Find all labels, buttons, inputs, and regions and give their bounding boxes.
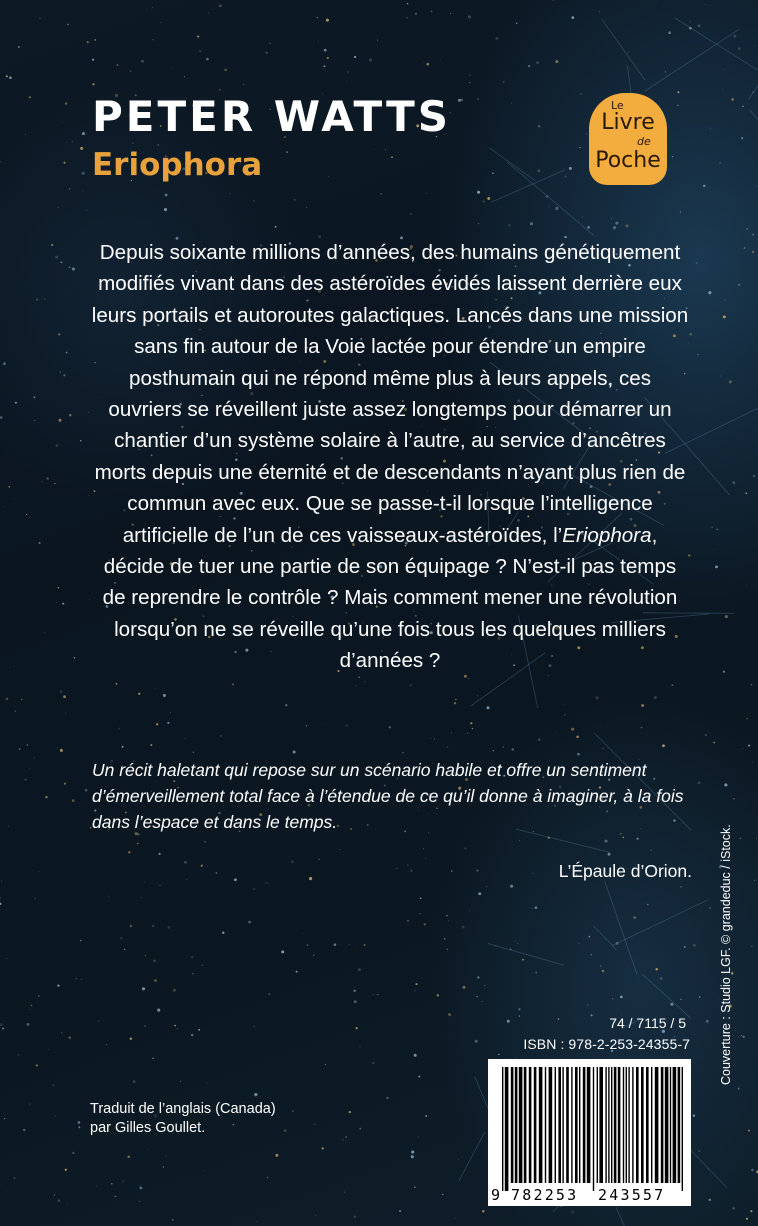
barcode-digit-first: 9: [491, 1186, 501, 1204]
cover-credit: Couverture : Studio LGF. © grandeduc / iStock.: [719, 824, 733, 1085]
translation-line-2: par Gilles Goullet.: [90, 1120, 206, 1136]
logo-poche: Poche: [595, 148, 661, 173]
review-source: L’Épaule d’Orion.: [558, 861, 692, 881]
author-name: PETER WATTS: [92, 92, 451, 141]
blurb-text: [90, 237, 690, 677]
blurb-italic-title: Eriophora: [562, 523, 652, 547]
catalog-code: 74 / 7115 / 5: [609, 1015, 686, 1031]
blurb-part-2: , décide de tuer une partie de son équipage ? N’est-il pas temps de reprendre le contrôle ? Mais comment mener une révolution lorsqu’on ne se réveille qu’une fois tous les quelques milliers d’années ?: [102, 523, 678, 673]
barcode-bars: [488, 1059, 691, 1206]
isbn-number: ISBN : 978-2-253-24355-7: [523, 1036, 690, 1052]
logo-le: Le: [611, 99, 624, 112]
book-title: Eriophora: [92, 147, 263, 183]
barcode-digits-right: 243557: [598, 1186, 666, 1204]
translation-credit: [90, 1100, 276, 1138]
logo-livre: Livre: [601, 110, 655, 135]
blurb-part-1: Depuis soixante millions d’années, des humains génétiquement modifiés vivant dans des astéroïdes évidés laissent derrière eux leurs portails et autoroutes galactiques. Lancés dans une mission sans fin autour de la Voie lactée pour étendre un empire posthumain qui ne répond même plus à leurs appels, ces ouvriers se réveillent juste assez longtemps pour démarrer un chantier d’un système solaire à l’autre, au service d’ancêtres morts depuis une éternité et de descendants n’ayant plus rien de commun avec eux. Que se passe-t-il lorsque l’intelligence artificielle de l’un de ces vaisseaux-astéroïdes, l’: [91, 241, 689, 547]
translation-line-1: Traduit de l’anglais (Canada): [90, 1101, 276, 1117]
barcode: [488, 1059, 691, 1206]
logo-de: de: [637, 135, 651, 148]
barcode-digits-left: 782253: [511, 1186, 579, 1204]
review-quote: Un récit haletant qui repose sur un scénario habile et offre un sentiment d’émerveillement total face à l’étendue de ce qu’il donne à imaginer, à la fois dans l’espace et dans le temps.: [92, 760, 684, 832]
publisher-logo: [589, 93, 667, 185]
